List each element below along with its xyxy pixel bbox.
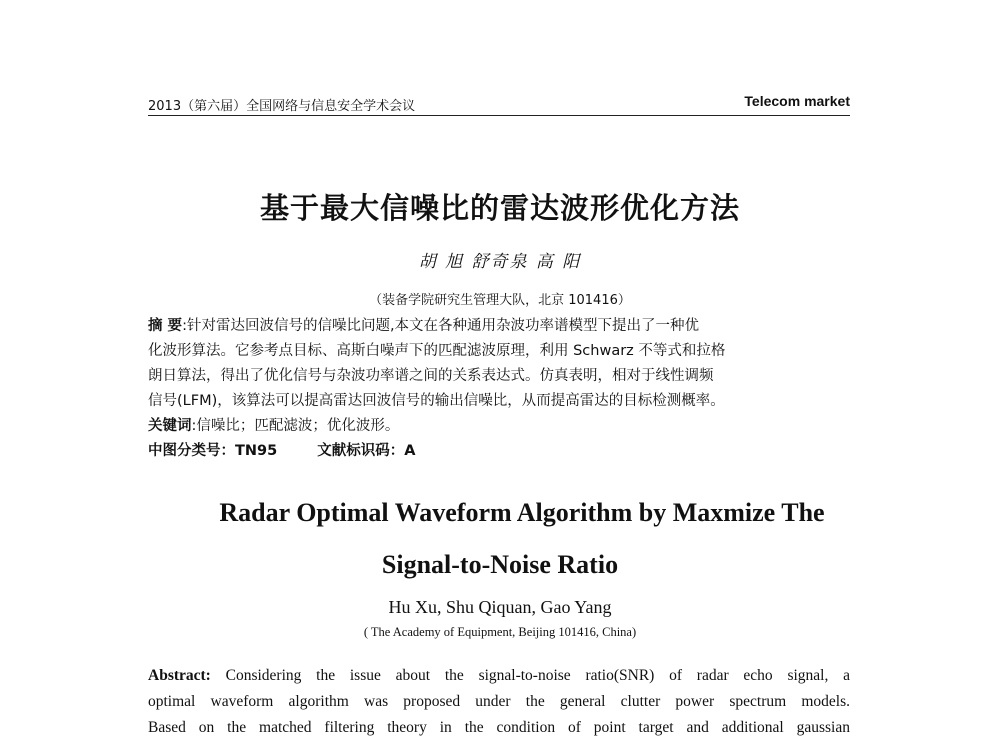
abstract-label-cn: 摘 要	[148, 318, 183, 334]
english-abstract-line-1: Abstract: Considering the issue about the signal-to-noise ratio(SNR) of radar echo signal, a	[148, 667, 850, 684]
doc-code-value: A	[404, 443, 416, 459]
english-authors: Hu Xu, Shu Qiquan, Gao Yang	[388, 597, 612, 617]
conference-name: 2013（第六届）全国网络与信息安全学术会议	[148, 99, 416, 114]
classification-line	[148, 439, 850, 464]
clc-value: TN95	[235, 443, 278, 459]
chinese-abstract-line-1: 摘 要:针对雷达回波信号的信噪比问题,本文在各种通用杂波功率谱模型下提出了一种优	[148, 318, 700, 334]
abstract-label-en: Abstract:	[148, 667, 211, 684]
english-title-line-1: Radar Optimal Waveform Algorithm by Maxmize The	[219, 498, 825, 527]
chinese-title: 基于最大信噪比的雷达波形优化方法	[259, 191, 740, 225]
chinese-affiliation: （装备学院研究生管理大队，北京 101416）	[369, 293, 631, 308]
clc-label: 中图分类号：	[148, 443, 235, 459]
journal-name: Telecom market	[744, 93, 850, 109]
english-affiliation: ( The Academy of Equipment, Beijing 101416, China)	[363, 625, 637, 639]
english-abstract-line-2: optimal waveform algorithm was proposed under the general clutter power spectrum models.	[148, 693, 850, 710]
chinese-abstract-line-2: 化波形算法。它参考点目标、高斯白噪声下的匹配滤波原理，利用 Schwarz 不等式和拉格	[148, 343, 726, 359]
english-title-line-2: Signal-to-Noise Ratio	[381, 550, 619, 579]
doc-code-label: 文献标识码：	[317, 443, 405, 459]
chinese-abstract-line-3: 朗日算法，得出了优化信号与杂波功率谱之间的关系表达式。仿真表明，相对于线性调频	[148, 368, 714, 384]
keywords-label: 关键词	[148, 418, 192, 434]
english-abstract-block	[148, 663, 850, 741]
running-header	[148, 93, 850, 116]
chinese-abstract-block	[148, 314, 850, 464]
keywords-line	[148, 414, 850, 439]
keywords-text: :信噪比；匹配滤波；优化波形。	[191, 418, 400, 434]
chinese-authors: 胡 旭 舒奇泉 高 阳	[418, 252, 582, 272]
english-abstract-line-3: Based on the matched filtering theory in the condition of point target and additional gaussian	[148, 719, 850, 736]
chinese-abstract-line-4: 信号(LFM)，该算法可以提高雷达回波信号的输出信噪比，从而提高雷达的目标检测概率。	[148, 393, 725, 409]
